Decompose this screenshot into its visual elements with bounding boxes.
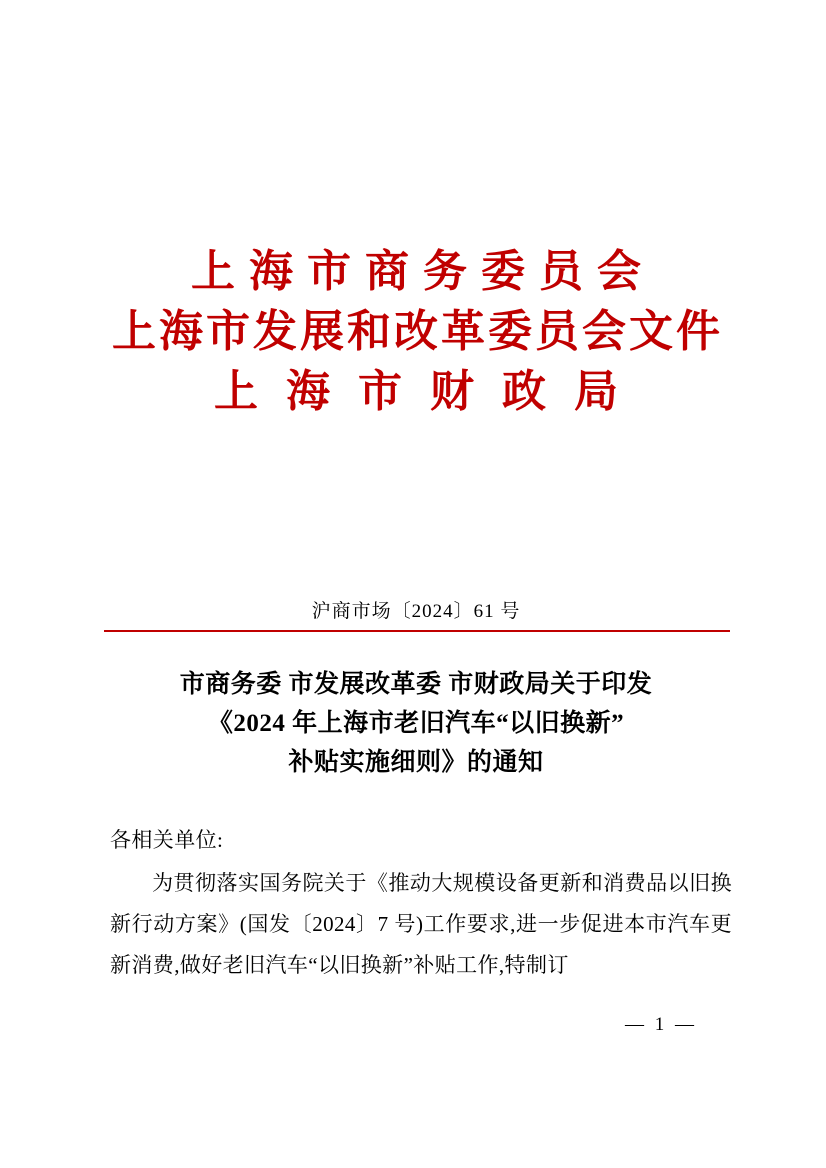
body-paragraph-1	[110, 863, 732, 986]
red-divider-rule	[104, 630, 730, 632]
document-number: 沪商市场〔2024〕61 号	[311, 601, 521, 622]
letterhead	[96, 247, 736, 416]
document-title-line-3: 补贴实施细则》的通知	[288, 748, 544, 776]
document-title-line-1: 市商务委 市发展改革委 市财政局关于印发	[179, 671, 653, 698]
letterhead-line-2: 上海市发展和改革委员会文件	[112, 307, 723, 356]
letterhead-line-3: 上海市财政局	[214, 367, 646, 416]
document-body	[110, 820, 732, 986]
salutation: 各相关单位:	[110, 828, 224, 852]
letterhead-line-1: 上海市商务委员会	[191, 247, 655, 296]
body-paragraph-1-text: 为贯彻落实国务院关于《推动大规模设备更新和消费品以旧换新行动方案》(国发〔2024〕7 号)工作要求,进一步促进本市汽车更新消费,做好老旧汽车“以旧换新”补贴工作,特制订	[110, 870, 732, 977]
page-number: — 1 —	[625, 1014, 697, 1035]
document-title-line-2: 《2024 年上海市老旧汽车“以旧换新”	[207, 709, 625, 737]
document-title	[96, 666, 736, 782]
